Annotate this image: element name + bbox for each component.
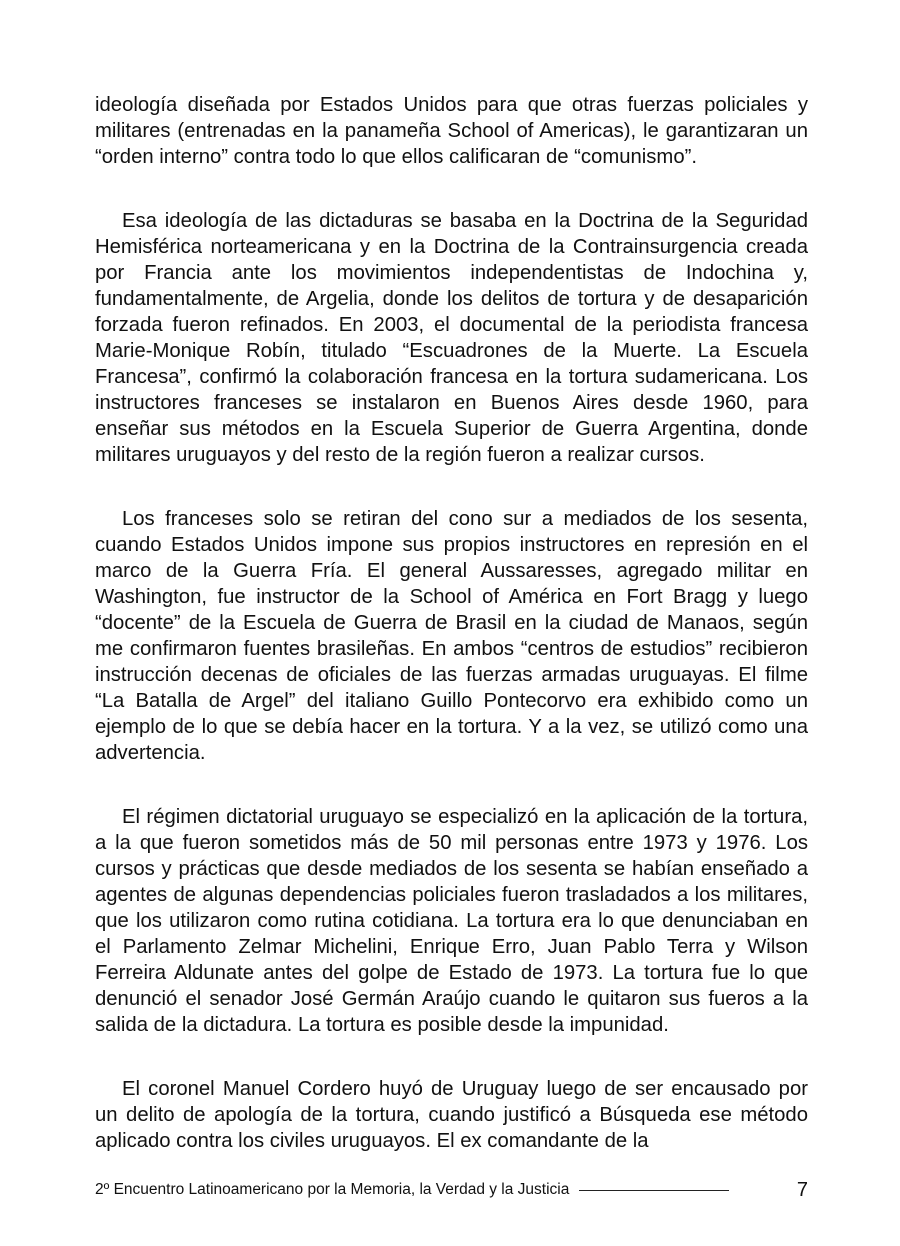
page-number: 7	[796, 1178, 808, 1201]
paragraph-franceses: Los franceses solo se retiran del cono sur a mediados de los sesenta, cuando Estados Unidos impone sus propios instructores en represión en el marco de la Guerra Fría. El general Aussaresses, agregado militar en Washington, fue instructor de la School of América en Fort Bragg y luego “docente” de la Escuela de Guerra de Brasil en la ciudad de Manaos, según me confirmaron fuentes brasileñas. En ambos “centros de estudios” recibieron instrucción decenas de oficiales de las fuerzas armadas uruguayas. El filme “La Batalla de Argel” del italiano Guillo Pontecorvo era exhibido como un ejemplo de lo que se debía hacer en la tortura. Y a la vez, se utilizó como una advertencia.	[95, 508, 808, 764]
footer-divider	[579, 1190, 729, 1191]
paragraph-regimen: El régimen dictatorial uruguayo se especializó en la aplicación de la tortura, a la que fueron sometidos más de 50 mil personas entre 1973 y 1976. Los cursos y prácticas que desde mediados de los sesenta se habían enseñado a agentes de algunas dependencias policiales fueron trasladados a los militares, que los utilizaron como rutina cotidiana. La tortura era lo que denunciaban en el Parlamento Zelmar Michelini, Enrique Erro, Juan Pablo Terra y Wilson Ferreira Aldunate antes del golpe de Estado de 1973. La tortura fue lo que denunció el senador José Germán Araújo cuando le quitaron sus fueros a la salida de la dictadura. La tortura es posible desde la impunidad.	[95, 806, 808, 1036]
page-footer	[95, 1177, 808, 1203]
page-body	[95, 92, 808, 1192]
paragraph-continuation: ideología diseñada por Estados Unidos para que otras fuerzas policiales y militares (entrenadas en la panameña School of Americas), le garantizaran un “orden interno” contra todo lo que ellos calificaran de “comunismo”.	[95, 94, 808, 168]
paragraph-cordero: El coronel Manuel Cordero huyó de Uruguay luego de ser encausado por un delito de apología de la tortura, cuando justificó a Búsqueda ese método aplicado contra los civiles uruguayos. El ex comandante de la	[95, 1078, 808, 1152]
paragraph-doctrina: Esa ideología de las dictaduras se basaba en la Doctrina de la Seguridad Hemisférica norteamericana y en la Doctrina de la Contrainsurgencia creada por Francia ante los movimientos independentistas de Indochina y, fundamentalmente, de Argelia, donde los delitos de tortura y de desaparición forzada fueron refinados. En 2003, el documental de la periodista francesa Marie-Monique Robín, titulado “Escuadrones de la Muerte. La Escuela Francesa”, confirmó la colaboración francesa en la tortura sudamericana. Los instructores franceses se instalaron en Buenos Aires desde 1960, para enseñar sus métodos en la Escuela Superior de Guerra Argentina, donde militares uruguayos y del resto de la región fueron a realizar cursos.	[95, 210, 808, 466]
running-title: 2º Encuentro Latinoamericano por la Memoria, la Verdad y la Justicia	[95, 1181, 570, 1198]
